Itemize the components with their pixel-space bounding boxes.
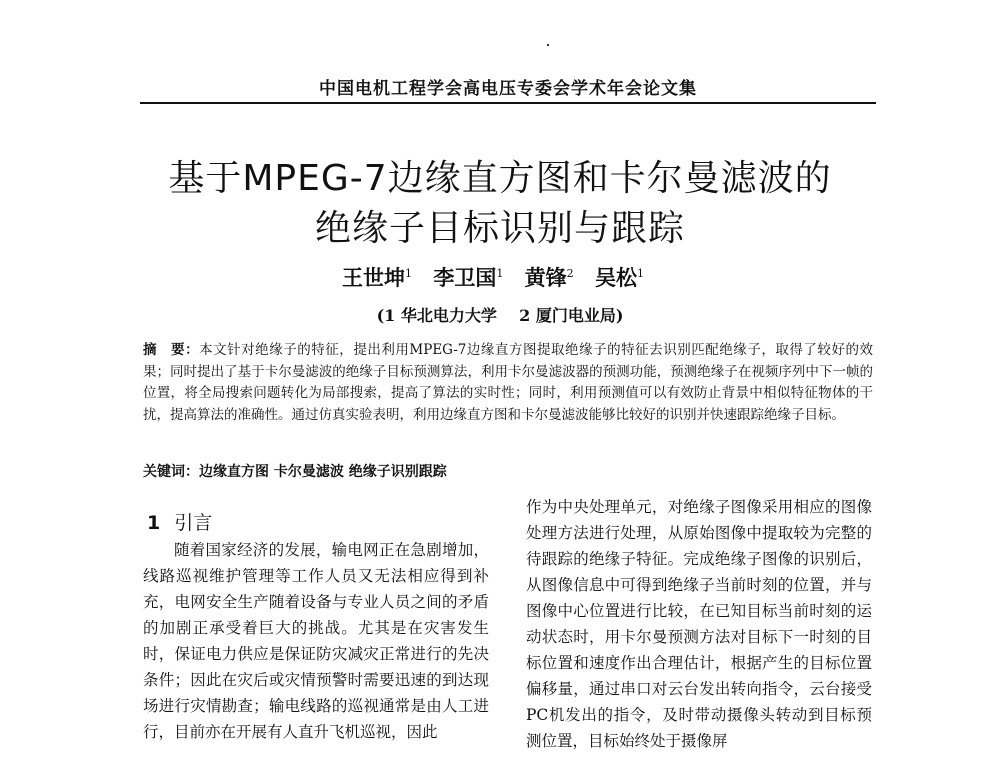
- paper-title-line-1: 基于MPEG-7边缘直方图和卡尔曼滤波的: [168, 158, 832, 199]
- running-header: 中国电机工程学会高电压专委会学术年会论文集: [319, 79, 697, 99]
- author-name: 黄锋: [524, 265, 567, 290]
- author-affil-mark: 1: [636, 267, 644, 280]
- abstract-text: 本文针对绝缘子的特征，提出利用MPEG-7边缘直方图提取绝缘子的特征去识别匹配绝缘子，取得了较好的效果；同时提出了基于卡尔曼滤波的绝缘子目标预测算法，利用卡尔曼滤波器的预测功能，预测绝缘子在视频序列中下一帧的位置，将全局搜索问题转化为局部搜索，提高了算法的实时性；同时，利用预测值可以有效防止背景中相似特征物体的干扰，提高算法的准确性。通过仿真实验表明，利用边缘直方图和卡尔曼滤波能够比较好的识别并快速跟踪绝缘子目标。: [143, 342, 873, 423]
- author-name: 吴松: [594, 265, 637, 290]
- author-name: 李卫国: [433, 265, 497, 290]
- author-affil-mark: 1: [496, 267, 504, 280]
- author-list: [100, 262, 900, 292]
- author-affil-mark: 2: [566, 267, 574, 280]
- paper-title-line-2: 绝缘子目标识别与跟踪: [314, 208, 685, 249]
- author-affil-mark: 1: [405, 267, 413, 280]
- header-rule: [140, 102, 876, 104]
- speck: [547, 44, 549, 46]
- keywords-label: 关键词：: [143, 464, 199, 480]
- keywords-text: 边缘直方图 卡尔曼滤波 绝缘子识别跟踪: [199, 464, 447, 480]
- body-left-column: 随着国家经济的发展，输电网正在急剧增加，线路巡视维护管理等工作人员又无法相应得到补充，电网安全生产随着设备与专业人员之间的矛盾的加剧正承受着巨大的挑战。尤其是在灾害发生时，保证电力供应是保证防灾减灾正常进行的先决条件；因此在灾后或灾情预警时需要迅速的到达现场进行灾情勘查；输电线路的巡视通常是由人工进行，目前亦在开展有人直升飞机巡视，因此: [143, 541, 489, 741]
- abstract-label: 摘 要：: [143, 342, 200, 358]
- abstract: [143, 340, 873, 426]
- keywords: [143, 461, 873, 481]
- section-number: 1: [147, 512, 161, 534]
- section-heading: [147, 508, 212, 535]
- section-title: 引言: [174, 512, 213, 534]
- affiliations: (1 华北电力大学 2 厦门电业局): [376, 306, 624, 325]
- author-name: 王世坤: [342, 265, 406, 290]
- body-right-column: 作为中央处理单元，对绝缘子图像采用相应的图像处理方法进行处理，从原始图像中提取较为完整的待跟踪的绝缘子特征。完成绝缘子图像的识别后，从图像信息中可得到绝缘子当前时刻的位置，并与图像中心位置进行比较，在已知目标当前时刻的运动状态时，用卡尔曼预测方法对目标下一时刻的目标位置和速度作出合理估计，根据产生的目标位置偏移量，通过串口对云台发出转向指令，云台接受PC机发出的指令，及时带动摄像头转动到目标预测位置，目标始终处于摄像屏: [526, 498, 872, 750]
